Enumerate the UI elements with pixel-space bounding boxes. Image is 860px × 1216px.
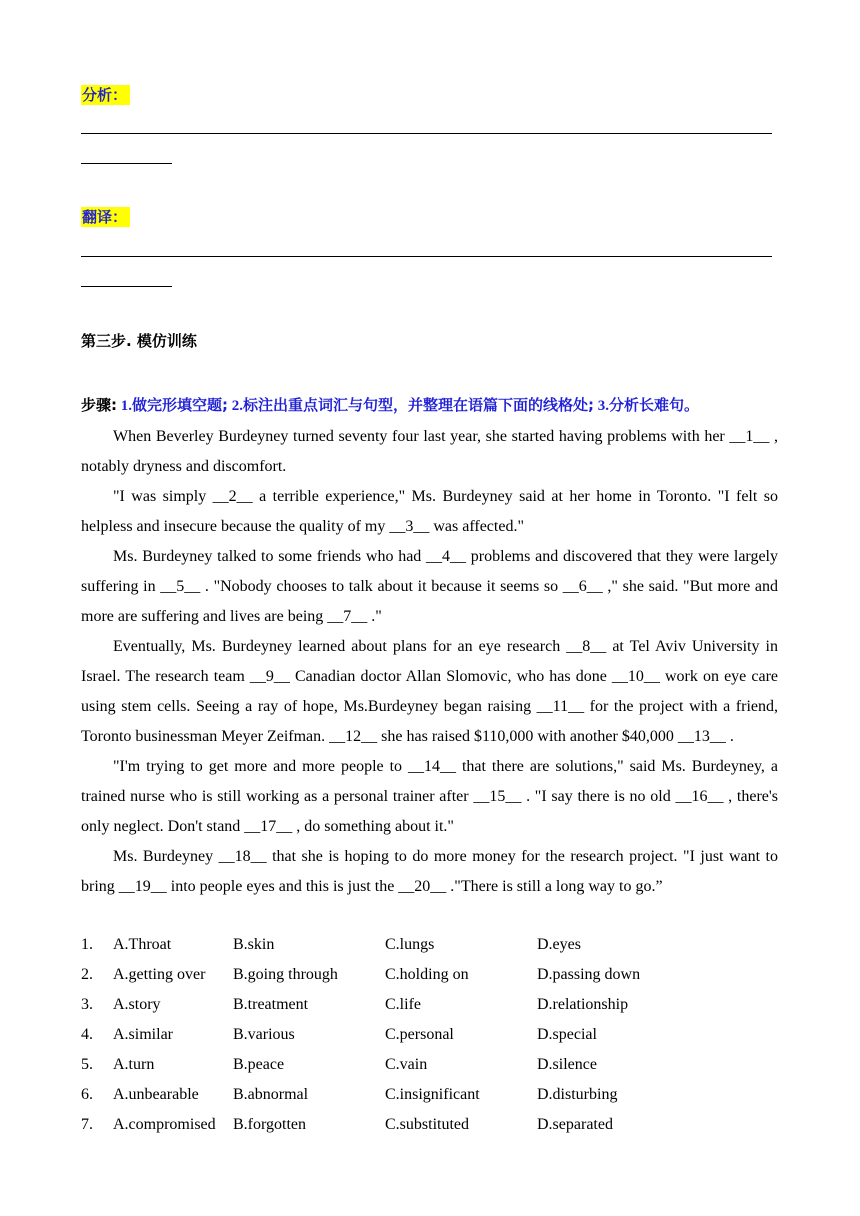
question-1-options [81,930,781,960]
passage-paragraph-4: Eventually, Ms. Burdeyney learned about plans for an eye research __8__ at Tel Aviv University in Israel. The research team __9__ Canadian doctor Allan Slomovic, who has done __10__ work on eye care using stem cells. Seeing a ray of hope, Ms.Burdeyney began raising __11__ for the project with a friend, Toronto businessman Meyer Zeifman. __12__ she has raised $110,000 with another $40,000 __13__ . [81,638,778,745]
question-7-options [81,1110,781,1140]
question-6-options [81,1080,781,1110]
cloze-passage [81,422,778,902]
option-d[interactable]: D.passing down [537,966,641,983]
steps-label: 步骤: [81,396,117,414]
passage-paragraph-1: When Beverley Burdeyney turned seventy four last year, she started having problems with her __1__ , notably dryness and discomfort. [81,428,778,475]
question-number: 4. [81,1026,93,1043]
option-d[interactable]: D.disturbing [537,1086,618,1103]
steps-instructions [81,394,699,415]
option-b[interactable]: B.forgotten [233,1116,307,1133]
translation-label: 翻译： [81,207,130,227]
question-4-options [81,1020,781,1050]
step-2-number: 2. [231,398,243,414]
option-d[interactable]: D.special [537,1026,597,1043]
translation-answer-line-1[interactable] [81,256,772,257]
analysis-answer-line-2[interactable] [81,163,172,164]
option-b[interactable]: B.abnormal [233,1086,309,1103]
option-a[interactable]: A.similar [113,1026,173,1043]
question-2-options [81,960,781,990]
passage-paragraph-5: "I'm trying to get more and more people to __14__ that there are solutions," said Ms. Burdeyney, a trained nurse who is still working as a personal trainer after __15__ . "I say there is no old __16__ , there's only neglect. Don't stand __17__ , do something about it." [81,758,778,835]
question-number: 1. [81,936,93,953]
option-a[interactable]: A.story [113,996,161,1013]
question-5-options [81,1050,781,1080]
option-b[interactable]: B.skin [233,936,275,953]
option-c[interactable]: C.lungs [385,936,435,953]
option-a[interactable]: A.turn [113,1056,155,1073]
option-c[interactable]: C.vain [385,1056,428,1073]
option-a[interactable]: A.getting over [113,966,206,983]
question-number: 3. [81,996,93,1013]
translation-answer-line-2[interactable] [81,286,172,287]
option-c[interactable]: C.holding on [385,966,469,983]
option-a[interactable]: A.compromised [113,1116,216,1133]
option-a[interactable]: A.unbearable [113,1086,199,1103]
question-number: 5. [81,1056,93,1073]
option-b[interactable]: B.going through [233,966,338,983]
answer-options [81,930,781,1140]
option-c[interactable]: C.life [385,996,421,1013]
step-1-text: 做完形填空题; [132,396,228,414]
option-d[interactable]: D.eyes [537,936,581,953]
option-b[interactable]: B.treatment [233,996,309,1013]
step-2-text: 标注出重点词汇与句型，并整理在语篇下面的线格处; [243,396,595,414]
analysis-answer-line-1[interactable] [81,133,772,134]
passage-paragraph-3: Ms. Burdeyney talked to some friends who had __4__ problems and discovered that they were largely suffering in __5__ . "Nobody chooses to talk about it because it seems so __6__ ," she said. "But more and more are suffering and lives are being __7__ ." [81,548,778,625]
option-d[interactable]: D.silence [537,1056,597,1073]
question-number: 6. [81,1086,93,1103]
analysis-label: 分析： [81,85,130,105]
question-number: 2. [81,966,93,983]
question-number: 7. [81,1116,93,1133]
question-3-options [81,990,781,1020]
step-3-text: 分析长难句。 [609,396,700,414]
option-c[interactable]: C.personal [385,1026,454,1043]
option-c[interactable]: C.insignificant [385,1086,480,1103]
option-b[interactable]: B.peace [233,1056,285,1073]
option-b[interactable]: B.various [233,1026,295,1043]
option-a[interactable]: A.Throat [113,936,172,953]
step-heading: 第三步. 模仿训练 [81,332,197,350]
step-1-number: 1. [120,398,132,414]
option-d[interactable]: D.separated [537,1116,613,1133]
option-d[interactable]: D.relationship [537,996,629,1013]
passage-paragraph-6: Ms. Burdeyney __18__ that she is hoping to do more money for the research project. "I just want to bring __19__ into people eyes and this is just the __20__ ."There is still a long way to go.” [81,848,778,895]
passage-paragraph-2: "I was simply __2__ a terrible experience," Ms. Burdeyney said at her home in Toronto. "I felt so helpless and insecure because the quality of my __3__ was affected." [81,488,778,535]
option-c[interactable]: C.substituted [385,1116,470,1133]
step-3-number: 3. [597,398,610,414]
